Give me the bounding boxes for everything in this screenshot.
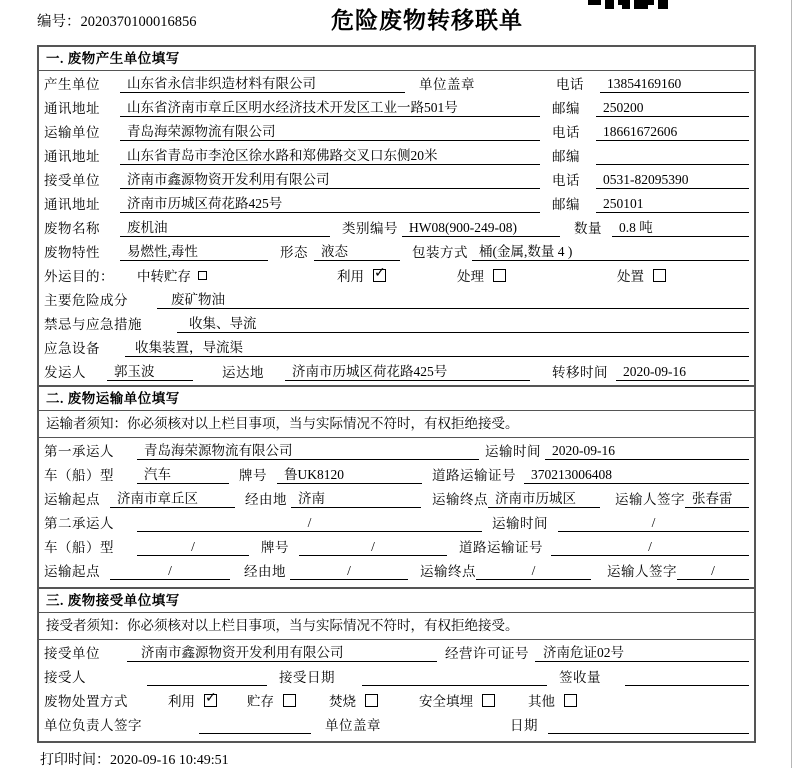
field-value: 易燃性,毒性 (120, 243, 268, 261)
form-row (39, 337, 754, 361)
document-number-value: 2020370100016856 (80, 14, 197, 30)
form-row (39, 289, 754, 313)
checkbox-icon (653, 269, 666, 282)
checkbox-label: 安全填埋 (419, 694, 473, 709)
field-label: 数量 (574, 221, 602, 236)
field-value: / (558, 514, 749, 532)
field-label: 邮编 (552, 101, 580, 116)
field-value (199, 716, 311, 734)
qr-code-partial-icon (588, 0, 668, 12)
field-label: 类别编号 (342, 221, 398, 236)
form-row (39, 73, 754, 97)
checkbox-icon (564, 694, 577, 707)
page-title: 危险废物转移联单 (331, 8, 523, 33)
section-note: 运输者须知：你必须核对以上栏目事项，当与实际情况不符时，有权拒绝接受。 (39, 411, 754, 438)
checkbox-label: 贮存 (247, 694, 274, 709)
field-value: 济南市历城区 (488, 490, 600, 508)
field-label: 废物处置方式 (44, 694, 128, 709)
field-label: 禁忌与应急措施 (44, 317, 142, 332)
field-label: 运输时间 (492, 516, 548, 531)
field-value (625, 668, 749, 686)
field-label: 牌号 (239, 468, 267, 483)
field-value: 济南市鑫源物资开发利用有限公司 (120, 171, 540, 189)
field-label: 发运人 (44, 365, 86, 380)
field-value: 济南市历城区荷花路425号 (120, 195, 540, 213)
form-row (39, 666, 754, 690)
field-value: 桶(金属,数量 4 ) (472, 243, 749, 261)
form-row (39, 464, 754, 488)
checkbox-label: 焚烧 (329, 694, 356, 709)
field-value: 青岛海荣源物流有限公司 (137, 442, 479, 460)
form-row (39, 361, 754, 385)
field-value: 郭玉波 (107, 363, 193, 381)
field-label: 接受单位 (44, 646, 100, 661)
field-label: 运输人签字 (615, 492, 685, 507)
field-label: 经营许可证号 (445, 646, 529, 661)
field-label: 经由地 (245, 492, 287, 507)
field-value (548, 716, 749, 734)
field-label: 运输终点 (432, 492, 488, 507)
field-value: / (299, 538, 447, 556)
field-label: 经由地 (244, 564, 286, 579)
field-label: 运达地 (222, 365, 264, 380)
form-row (39, 169, 754, 193)
field-value: 250101 (596, 195, 749, 213)
field-value: 济南市章丘区 (110, 490, 235, 508)
field-label: 通讯地址 (44, 149, 100, 164)
field-label: 电话 (556, 77, 584, 92)
field-value: 收集装置，导流渠 (125, 339, 749, 357)
field-value (362, 668, 547, 686)
check-mark-icon: ✓ (374, 264, 386, 281)
field-label: 废物特性 (44, 245, 100, 260)
form-row (39, 440, 754, 464)
field-value: 18661672606 (596, 123, 749, 141)
form-row (39, 217, 754, 241)
field-value: 山东省济南市章丘区明水经济技术开发区工业一路501号 (120, 99, 540, 117)
checkbox-label: 利用 (168, 694, 195, 709)
form-row (39, 512, 754, 536)
form-row (39, 714, 754, 738)
field-label: 形态 (280, 245, 308, 260)
form-row (39, 488, 754, 512)
field-value: / (476, 562, 591, 580)
section-body (39, 438, 754, 589)
checkbox-option (224, 690, 306, 714)
field-value: 山东省青岛市李沧区徐水路和郑佛路交叉口东侧20米 (120, 147, 540, 165)
field-label: 日期 (510, 718, 538, 733)
check-mark-icon: ✓ (205, 689, 217, 706)
section-body (39, 71, 754, 390)
field-value: / (290, 562, 408, 580)
checkbox-option (132, 265, 337, 289)
field-label: 第一承运人 (44, 444, 114, 459)
field-value: 370213006408 (524, 466, 749, 484)
field-value: 0.8 吨 (612, 219, 749, 237)
field-label: 单位盖章 (325, 718, 381, 733)
field-value: 液态 (314, 243, 400, 261)
field-label: 邮编 (552, 149, 580, 164)
field-label: 车（船）型 (44, 540, 114, 555)
checkbox-label: 其他 (528, 694, 555, 709)
field-label: 运输终点 (420, 564, 476, 579)
field-value: 13854169160 (600, 75, 749, 93)
page-edge-divider (791, 0, 792, 768)
document-number-label: 编号： (37, 14, 81, 30)
field-value: 250200 (596, 99, 749, 117)
checkbox-option (457, 265, 617, 289)
section-receiver (39, 587, 754, 741)
field-label: 运输起点 (44, 492, 100, 507)
field-label: 第二承运人 (44, 516, 114, 531)
section-producer (39, 47, 754, 385)
field-label: 车（船）型 (44, 468, 114, 483)
section-title: 二. 废物运输单位填写 (39, 387, 754, 411)
field-label: 电话 (552, 173, 580, 188)
form-row (39, 560, 754, 584)
checkbox-label: 处理 (457, 269, 484, 284)
field-value: 张春雷 (685, 490, 749, 508)
checkbox-label: 中转贮存 (137, 269, 191, 284)
field-value: 鲁UK8120 (277, 466, 422, 484)
form-row (39, 642, 754, 666)
print-time-value: 2020-09-16 10:49:51 (110, 753, 229, 768)
field-value: 2020-09-16 (616, 363, 749, 381)
field-value: 青岛海荣源物流有限公司 (120, 123, 540, 141)
field-label: 单位负责人签字 (44, 718, 142, 733)
field-label: 产生单位 (44, 77, 100, 92)
field-value: / (551, 538, 749, 556)
form-row (39, 690, 754, 714)
field-label: 通讯地址 (44, 101, 100, 116)
section-title: 三. 废物接受单位填写 (39, 589, 754, 613)
field-label: 废物名称 (44, 221, 100, 236)
form-row (39, 145, 754, 169)
field-label: 运输人签字 (607, 564, 677, 579)
checkbox-icon (482, 694, 495, 707)
checkbox-icon (283, 694, 296, 707)
field-label: 签收量 (559, 670, 601, 685)
checkbox-option (391, 690, 511, 714)
checkbox-icon (204, 689, 217, 707)
field-value: 废矿物油 (157, 291, 749, 309)
field-value: 2020-09-16 (545, 442, 749, 460)
section-transporter (39, 385, 754, 587)
form-row (39, 121, 754, 145)
checkbox-icon (373, 264, 386, 282)
field-value: 废机油 (120, 219, 330, 237)
field-label: 运输起点 (44, 564, 100, 579)
field-label: 转移时间 (552, 365, 608, 380)
form-row (39, 241, 754, 265)
checkbox-option (617, 265, 749, 289)
checkbox-label: 处置 (617, 269, 644, 284)
field-value: 济南 (291, 490, 421, 508)
field-label: 牌号 (261, 540, 289, 555)
field-label: 道路运输证号 (459, 540, 543, 555)
field-value: 汽车 (137, 466, 229, 484)
checkbox-option (306, 690, 391, 714)
field-value: / (137, 538, 249, 556)
field-value (147, 668, 267, 686)
field-label: 道路运输证号 (432, 468, 516, 483)
field-label: 接受人 (44, 670, 86, 685)
checkbox-option (337, 265, 457, 289)
form-row (39, 265, 754, 289)
field-value: / (110, 562, 230, 580)
checkbox-icon (365, 694, 378, 707)
checkbox-label: 利用 (337, 269, 364, 284)
field-label: 主要危险成分 (44, 293, 128, 308)
field-value (596, 147, 749, 165)
field-value: 济南市历城区荷花路425号 (285, 363, 530, 381)
field-value: HW08(900-249-08) (402, 219, 560, 237)
field-label: 接受日期 (279, 670, 335, 685)
field-label: 接受单位 (44, 173, 100, 188)
checkbox-option (144, 690, 224, 714)
form-row (39, 193, 754, 217)
field-value: / (137, 514, 482, 532)
manifest-form (37, 45, 756, 743)
field-value: 山东省永信非织造材料有限公司 (120, 75, 405, 93)
section-title: 一. 废物产生单位填写 (39, 47, 754, 71)
field-label: 电话 (552, 125, 580, 140)
form-row (39, 536, 754, 560)
form-row (39, 97, 754, 121)
field-value: 0531-82095390 (596, 171, 749, 189)
field-label: 外运目的： (44, 269, 114, 284)
field-label: 应急设备 (44, 341, 100, 356)
field-label: 运输时间 (485, 444, 541, 459)
print-time-label: 打印时间： (40, 753, 110, 768)
field-value: 济南危证02号 (535, 644, 749, 662)
field-label: 单位盖章 (419, 77, 475, 92)
field-label: 通讯地址 (44, 197, 100, 212)
form-row (39, 313, 754, 337)
print-time (40, 749, 229, 769)
checkbox-icon (198, 271, 207, 280)
section-body (39, 640, 754, 743)
field-value: / (677, 562, 749, 580)
checkbox-option (511, 690, 621, 714)
checkbox-icon (493, 269, 506, 282)
field-label: 运输单位 (44, 125, 100, 140)
field-label: 邮编 (552, 197, 580, 212)
field-label: 包装方式 (412, 245, 468, 260)
document-number (37, 10, 197, 31)
field-value: 收集、导流 (177, 315, 749, 333)
section-note: 接受者须知：你必须核对以上栏目事项，当与实际情况不符时，有权拒绝接受。 (39, 613, 754, 640)
field-value: 济南市鑫源物资开发利用有限公司 (127, 644, 437, 662)
